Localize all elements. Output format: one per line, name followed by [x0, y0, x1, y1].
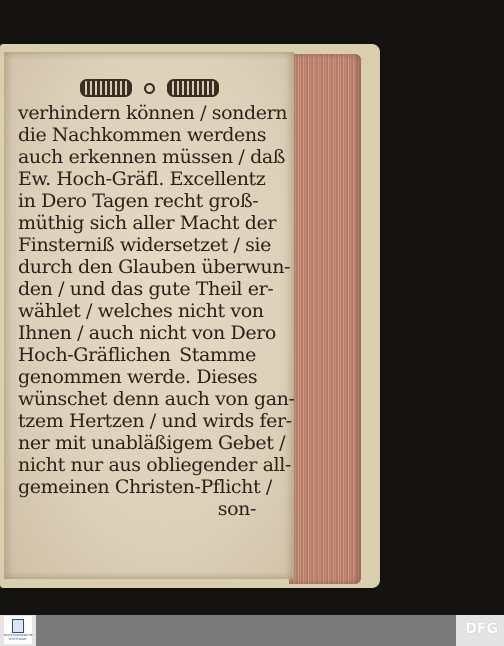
header-ornament — [4, 77, 294, 99]
text-line: Ihnen / auch nicht von Dero — [18, 322, 276, 344]
library-logo[interactable] — [4, 616, 32, 644]
text-line: nicht nur aus obliegender all- — [18, 454, 291, 476]
page-text — [18, 102, 295, 520]
text-line: Hoch-Gräflichen Stamme — [18, 344, 256, 366]
text-line: Ew. Hoch-Gräfl. Excellentz — [18, 168, 266, 190]
viewer-footer — [0, 615, 504, 646]
ornament-right — [167, 79, 219, 97]
text-line: wählet / welches nicht von — [18, 300, 264, 322]
text-line: gemeinen Christen-Pflicht / — [18, 476, 272, 498]
library-logo-text: TRADITIONSKIRCHE STUTTGART — [3, 633, 33, 641]
text-line: die Nachkommen werdens — [18, 124, 267, 146]
text-line: wünschet denn auch von gan- — [18, 388, 295, 410]
footer-bar — [36, 615, 456, 646]
text-line: den / und das gute Theil er- — [18, 278, 274, 300]
catchword: son- — [217, 498, 256, 520]
dfg-logo[interactable]: DFG — [465, 621, 498, 637]
book-page — [4, 52, 294, 579]
page-edges — [289, 54, 361, 584]
text-line: genommen werde. Dieses — [18, 366, 258, 388]
ornament-left — [80, 79, 132, 97]
text-line: durch den Glauben überwun- — [18, 256, 291, 278]
text-line: müthig sich aller Macht der — [18, 212, 277, 234]
text-line: ner mit unabläßigem Gebet / — [18, 432, 286, 454]
library-logo-icon — [12, 619, 24, 633]
text-line: in Dero Tagen recht groß- — [18, 190, 259, 212]
text-line: Finsterniß widersetzet / sie — [18, 234, 271, 256]
ornament-dot — [144, 83, 155, 94]
text-line: auch erkennen müssen / daß — [18, 146, 286, 168]
text-line: verhindern können / sondern — [18, 102, 288, 124]
book — [0, 44, 382, 590]
text-line: tzem Hertzen / und wirds fer- — [18, 410, 292, 432]
